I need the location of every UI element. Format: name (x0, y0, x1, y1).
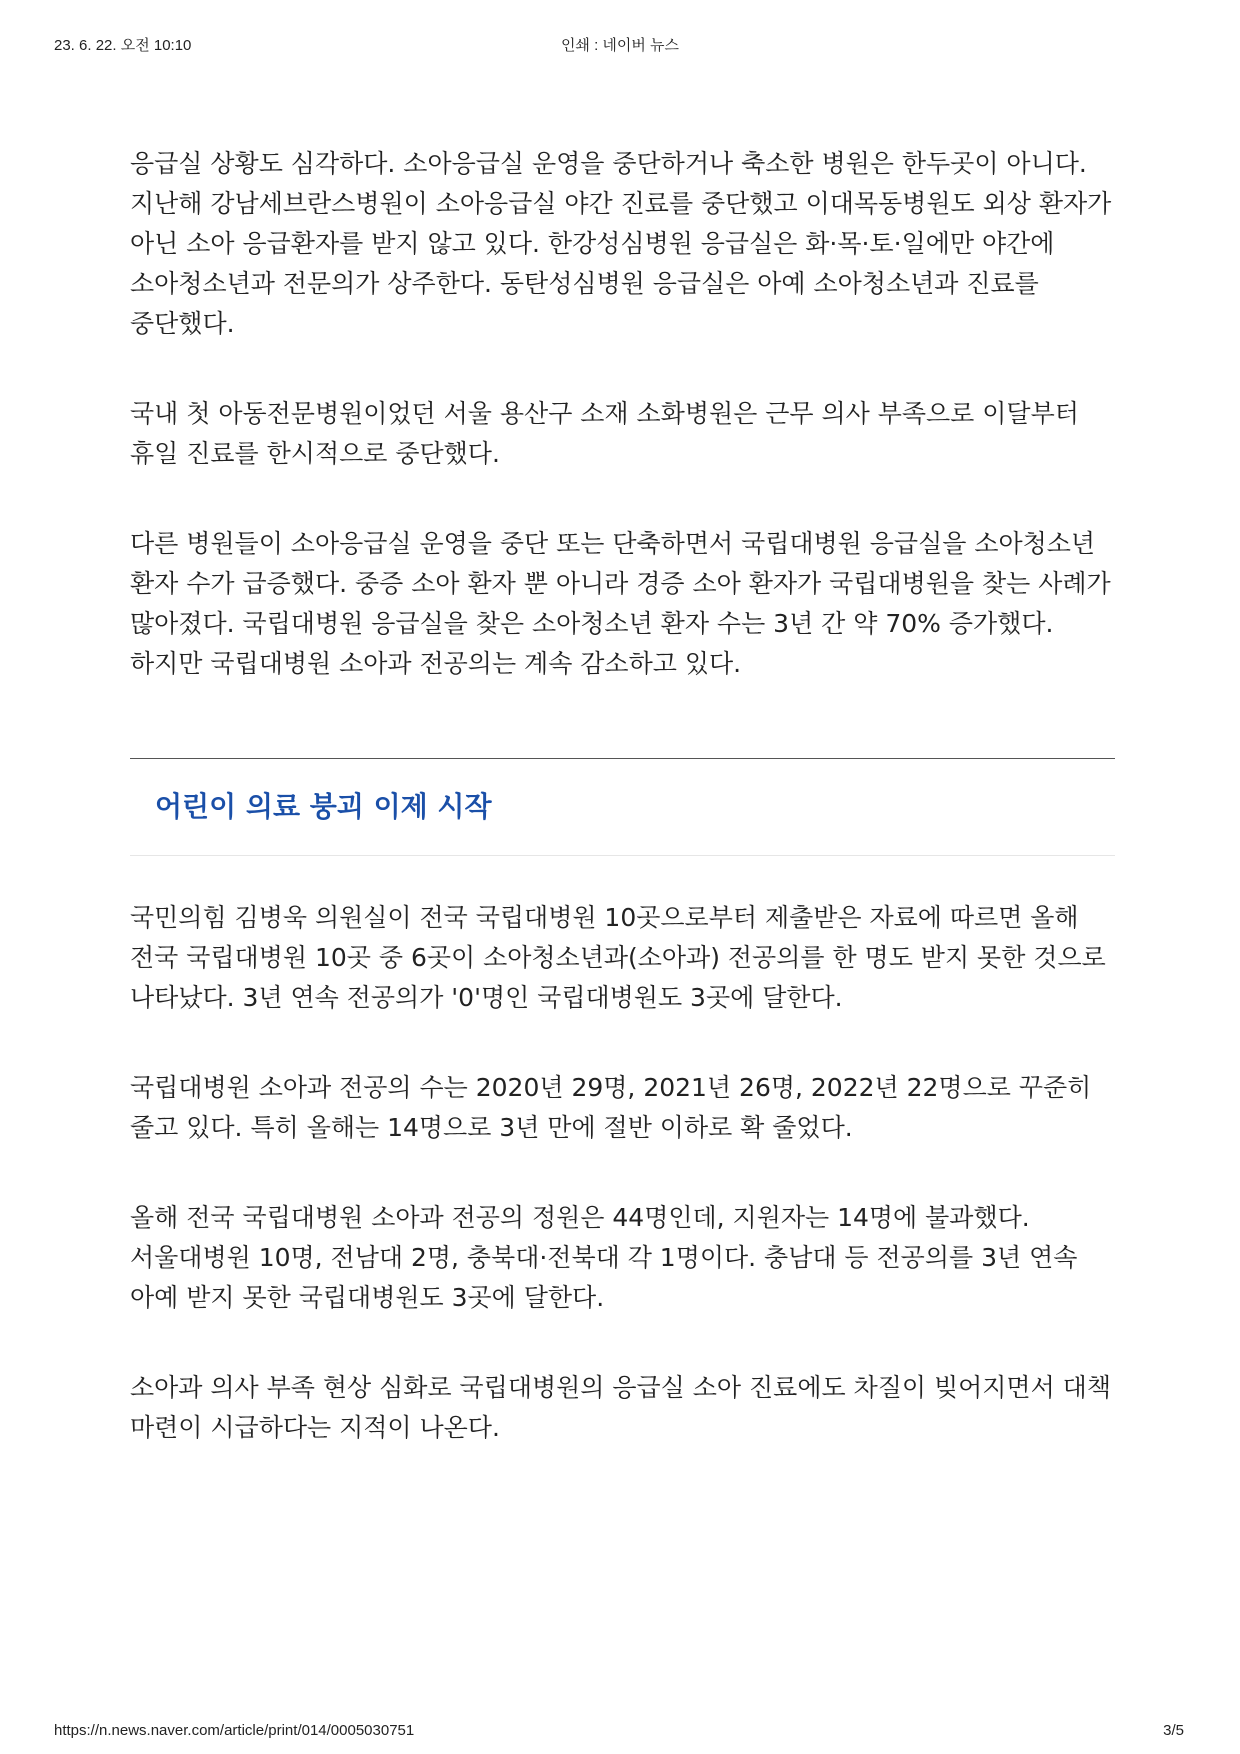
article-paragraph: 국민의힘 김병욱 의원실이 전국 국립대병원 10곳으로부터 제출받은 자료에 따르면 올해 전국 국립대병원 10곳 중 6곳이 소아청소년과(소아과) 전공의를 한 명도 받지 못한 것으로 나타났다. 3년 연속 전공의가 '0'명인 국립대병원도 3곳에 달한다. (130, 903, 1106, 1012)
print-header (0, 34, 1240, 56)
article-paragraph: 응급실 상황도 심각하다. 소아응급실 운영을 중단하거나 축소한 병원은 한두곳이 아니다. 지난해 강남세브란스병원이 소아응급실 야간 진료를 중단했고 이대목동병원도 외상 환자가 아닌 소아 응급환자를 받지 않고 있다. 한강성심병원 응급실은 화·목·토·일에만 야간에 소아청소년과 전문의가 상주한다. 동탄성심병원 응급실은 아예 소아청소년과 진료를 중단했다. (130, 149, 1112, 338)
article-paragraph: 소아과 의사 부족 현상 심화로 국립대병원의 응급실 소아 진료에도 차질이 빚어지면서 대책 마련이 시급하다는 지적이 나온다. (130, 1373, 1111, 1442)
print-page-title: 인쇄 : 네이버 뉴스 (560, 37, 680, 54)
section-divider-light (130, 855, 1115, 856)
page-number: 3/5 (1163, 1722, 1184, 1739)
print-footer (0, 1722, 1240, 1744)
article-paragraph: 국내 첫 아동전문병원이었던 서울 용산구 소재 소화병원은 근무 의사 부족으로 이달부터 휴일 진료를 한시적으로 중단했다. (130, 399, 1079, 468)
print-datetime: 23. 6. 22. 오전 10:10 (54, 37, 192, 54)
article-url: https://n.news.naver.com/article/print/014/0005030751 (54, 1722, 415, 1739)
section-heading: 어린이 의료 붕괴 이제 시작 (155, 790, 492, 823)
article-paragraph: 올해 전국 국립대병원 소아과 전공의 정원은 44명인데, 지원자는 14명에 불과했다. 서울대병원 10명, 전남대 2명, 충북대·전북대 각 1명이다. 충남대 등 전공의를 3년 연속 아예 받지 못한 국립대병원도 3곳에 달한다. (130, 1203, 1078, 1312)
article-paragraph: 국립대병원 소아과 전공의 수는 2020년 29명, 2021년 26명, 2022년 22명으로 꾸준히 줄고 있다. 특히 올해는 14명으로 3년 만에 절반 이하로 확 줄었다. (130, 1073, 1092, 1142)
article-body (130, 144, 1120, 1498)
article-paragraph: 다른 병원들이 소아응급실 운영을 중단 또는 단축하면서 국립대병원 응급실을 소아청소년 환자 수가 급증했다. 중증 소아 환자 뿐 아니라 경증 소아 환자가 국립대병원을 찾는 사례가 많아졌다. 국립대병원 응급실을 찾은 소아청소년 환자 수는 3년 간 약 70% 증가했다. 하지만 국립대병원 소아과 전공의는 계속 감소하고 있다. (130, 529, 1111, 678)
